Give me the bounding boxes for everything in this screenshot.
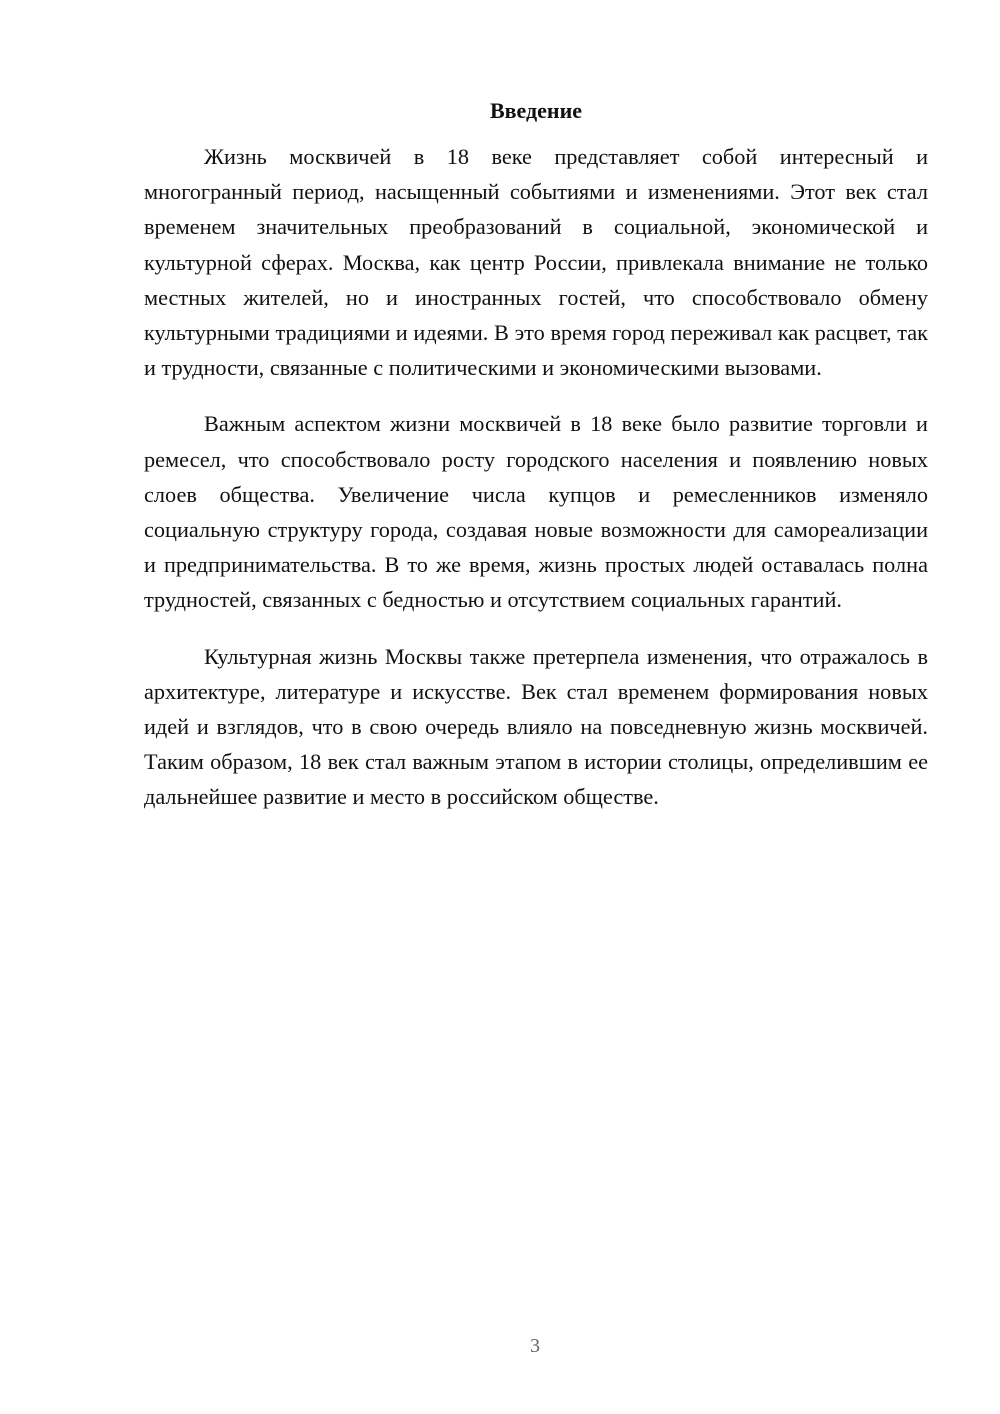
paragraph-1: Жизнь москвичей в 18 веке представляет собой интересный и многогранный период, насыщенный событиями и изменениями. Этот век стал временем значительных преобразований в социальной, экономической и культурной сферах. Москва, как центр России, привлекала внимание не только местных жителей, но и иностранных гостей, что способствовало обмену культурными традициями и идеями. В это время город переживал как расцвет, так и трудности, связанные с политическими и экономическими вызовами. [144,144,928,381]
page-number: 3 [530,1335,540,1357]
section-heading: Введение [489,98,583,123]
paragraph-3: Культурная жизнь Москвы также претерпела изменения, что отражалось в архитектуре, литературе и искусстве. Век стал временем формирования новых идей и взглядов, что в свою очередь влияло на повседневную жизнь москвичей. Таким образом, 18 век стал важным этапом в истории столицы, определившим ее дальнейшее развитие и место в российском обществе. [144,643,928,810]
page-content [144,97,928,836]
paragraph-2: Важным аспектом жизни москвичей в 18 веке было развитие торговли и ремесел, что способствовало росту городского населения и появлению новых слоев общества. Увеличение числа купцов и ремесленников изменяло социальную структуру города, создавая новые возможности для самореализации и предпринимательства. В то же время, жизнь простых людей оставалась полна трудностей, связанных с бедностью и отсутствием социальных гарантий. [144,411,928,613]
